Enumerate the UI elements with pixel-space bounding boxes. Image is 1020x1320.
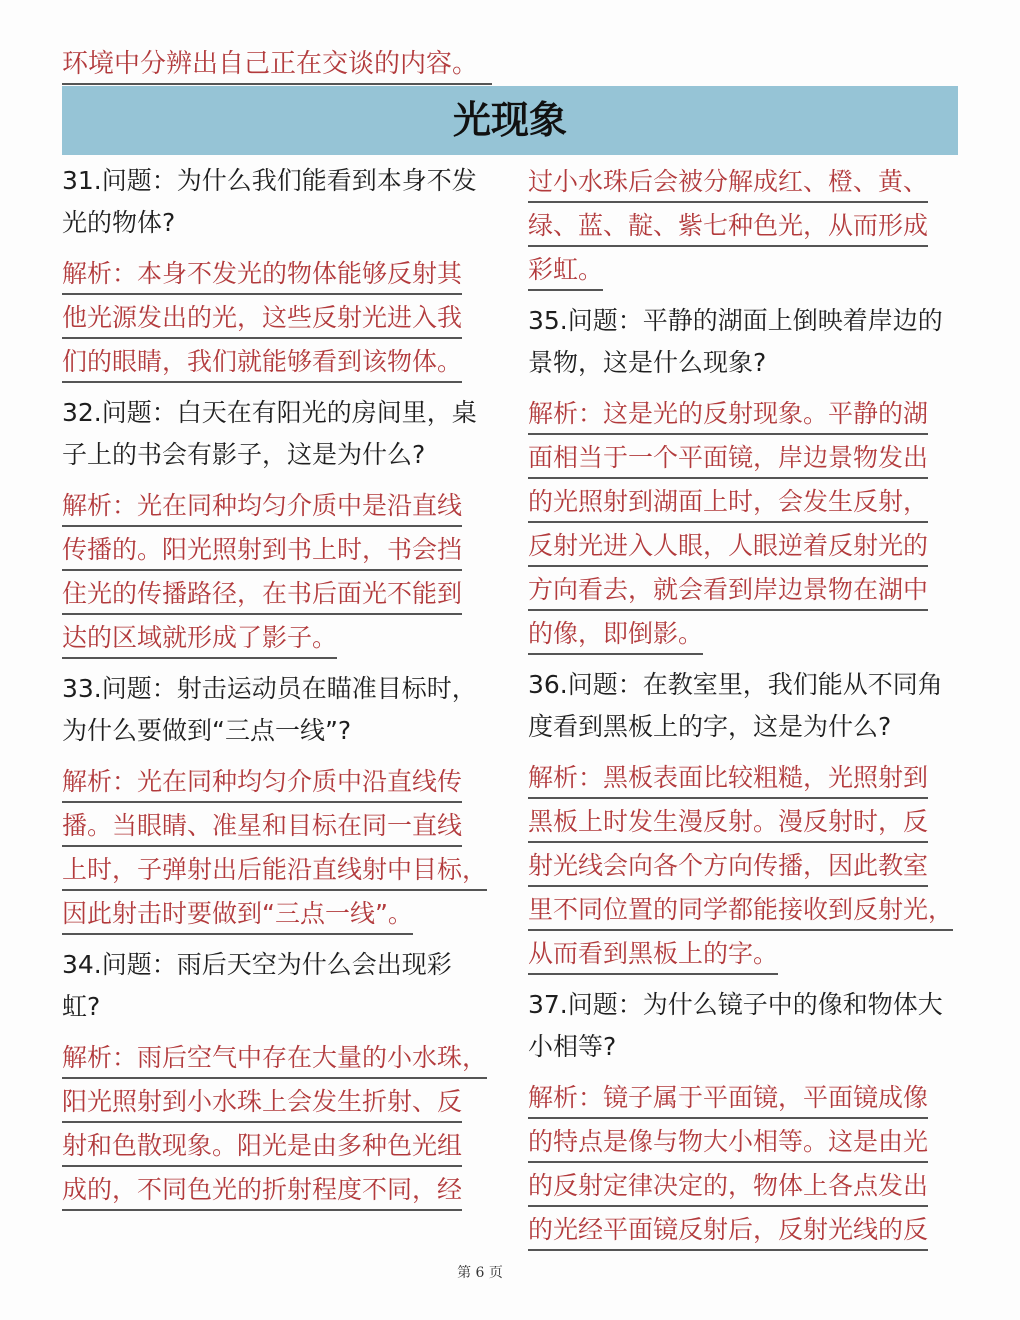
question bbox=[62, 944, 502, 1028]
text-line bbox=[528, 1076, 968, 1120]
line-text: 面相当于一个平面镜，岸边景物发出 bbox=[528, 439, 928, 479]
line-text: 32.问题：白天在有阳光的房间里，桌 bbox=[62, 398, 477, 427]
text-line bbox=[528, 480, 968, 524]
line-text: 绿、蓝、靛、紫七种色光，从而形成 bbox=[528, 207, 928, 247]
answer-analysis bbox=[528, 1076, 968, 1252]
line-text: 他光源发出的光，这些反射光进入我 bbox=[62, 299, 462, 339]
text-line bbox=[62, 296, 502, 340]
line-text: 黑板上时发生漫反射。漫反射时，反 bbox=[528, 803, 928, 843]
line-text: 度看到黑板上的字，这是为什么? bbox=[528, 712, 892, 741]
line-text: 反射光进入人眼，人眼逆着反射光的 bbox=[528, 527, 928, 567]
text-line bbox=[62, 572, 502, 616]
text-line bbox=[528, 1164, 968, 1208]
text-line bbox=[528, 342, 968, 384]
text-line bbox=[62, 986, 502, 1028]
line-text: 31.问题：为什么我们能看到本身不发 bbox=[62, 166, 477, 195]
line-text: 的反射定律决定的，物体上各点发出 bbox=[528, 1167, 928, 1207]
text-line bbox=[62, 434, 502, 476]
text-line bbox=[62, 616, 502, 660]
question bbox=[62, 392, 502, 476]
line-text: 传播的。阳光照射到书上时，书会挡 bbox=[62, 531, 462, 571]
answer-analysis bbox=[528, 392, 968, 656]
text-line bbox=[62, 202, 502, 244]
text-line bbox=[528, 612, 968, 656]
line-text: 上时，子弹射出后能沿直线射中目标， bbox=[62, 851, 487, 891]
text-line bbox=[528, 568, 968, 612]
text-line bbox=[528, 706, 968, 748]
text-line bbox=[62, 668, 502, 710]
question bbox=[62, 160, 502, 244]
line-text: 33.问题：射击运动员在瞄准目标时， bbox=[62, 674, 477, 703]
line-text: 为什么要做到“三点一线”? bbox=[62, 716, 352, 745]
left-column bbox=[62, 160, 502, 1220]
line-text: 解析：本身不发光的物体能够反射其 bbox=[62, 255, 462, 295]
line-text: 里不同位置的同学都能接收到反射光， bbox=[528, 891, 953, 931]
answer-analysis bbox=[62, 760, 502, 936]
line-text: 的光经平面镜反射后，反射光线的反 bbox=[528, 1211, 928, 1251]
line-text: 34.问题：雨后天空为什么会出现彩 bbox=[62, 950, 452, 979]
text-line bbox=[528, 984, 968, 1026]
text-line bbox=[528, 300, 968, 342]
text-line bbox=[528, 1026, 968, 1068]
line-text: 子上的书会有影子，这是为什么? bbox=[62, 440, 426, 469]
text-line bbox=[62, 484, 502, 528]
text-line bbox=[62, 804, 502, 848]
section-title: 光现象 bbox=[62, 86, 958, 155]
line-text: 阳光照射到小水珠上会发生折射、反 bbox=[62, 1083, 462, 1123]
previous-answer-continuation: 环境中分辨出自己正在交谈的内容。 bbox=[62, 44, 492, 85]
line-text: 过小水珠后会被分解成红、橙、黄、 bbox=[528, 163, 928, 203]
text-line bbox=[528, 756, 968, 800]
page-number: 第 6 页 bbox=[457, 1265, 503, 1281]
text-line bbox=[62, 160, 502, 202]
line-text: 解析：光在同种均匀介质中沿直线传 bbox=[62, 763, 462, 803]
line-text: 住光的传播路径，在书后面光不能到 bbox=[62, 575, 462, 615]
text-line bbox=[528, 392, 968, 436]
question bbox=[528, 664, 968, 748]
answer-analysis bbox=[62, 484, 502, 660]
line-text: 解析：黑板表面比较粗糙，光照射到 bbox=[528, 759, 928, 799]
text-line bbox=[62, 1080, 502, 1124]
line-text: 成的，不同色光的折射程度不同，经 bbox=[62, 1171, 462, 1211]
line-text: 解析：镜子属于平面镜，平面镜成像 bbox=[528, 1079, 928, 1119]
question bbox=[528, 984, 968, 1068]
text-line bbox=[528, 800, 968, 844]
line-text: 因此射击时要做到“三点一线”。 bbox=[62, 895, 413, 935]
right-column bbox=[528, 160, 968, 1260]
answer-analysis bbox=[528, 160, 968, 292]
line-text: 从而看到黑板上的字。 bbox=[528, 935, 778, 975]
text-line bbox=[62, 710, 502, 752]
text-line bbox=[62, 848, 502, 892]
line-text: 播。当眼睛、准星和目标在同一直线 bbox=[62, 807, 462, 847]
line-text: 们的眼睛，我们就能够看到该物体。 bbox=[62, 343, 462, 383]
text-line bbox=[62, 528, 502, 572]
line-text: 解析：雨后空气中存在大量的小水珠， bbox=[62, 1039, 487, 1079]
text-line bbox=[62, 392, 502, 434]
text-line bbox=[62, 892, 502, 936]
text-line bbox=[528, 932, 968, 976]
line-text: 射和色散现象。阳光是由多种色光组 bbox=[62, 1127, 462, 1167]
text-line bbox=[528, 844, 968, 888]
text-line bbox=[528, 524, 968, 568]
line-text: 方向看去，就会看到岸边景物在湖中 bbox=[528, 571, 928, 611]
text-line bbox=[62, 944, 502, 986]
line-text: 36.问题：在教室里，我们能从不同角 bbox=[528, 670, 943, 699]
text-line bbox=[528, 248, 968, 292]
text-line bbox=[62, 760, 502, 804]
line-text: 光的物体? bbox=[62, 208, 176, 237]
question bbox=[528, 300, 968, 384]
text-line bbox=[62, 340, 502, 384]
text-line bbox=[528, 204, 968, 248]
text-line bbox=[62, 252, 502, 296]
question bbox=[62, 668, 502, 752]
text-line bbox=[528, 1120, 968, 1164]
line-text: 小相等? bbox=[528, 1032, 617, 1061]
answer-analysis bbox=[62, 1036, 502, 1212]
text-line bbox=[62, 1168, 502, 1212]
line-text: 达的区域就形成了影子。 bbox=[62, 619, 337, 659]
text-line bbox=[528, 436, 968, 480]
line-text: 虹? bbox=[62, 992, 101, 1021]
text-line bbox=[62, 1124, 502, 1168]
line-text: 的光照射到湖面上时，会发生反射， bbox=[528, 483, 928, 523]
line-text: 解析：这是光的反射现象。平静的湖 bbox=[528, 395, 928, 435]
line-text: 35.问题：平静的湖面上倒映着岸边的 bbox=[528, 306, 943, 335]
text-line bbox=[528, 888, 968, 932]
line-text: 解析：光在同种均匀介质中是沿直线 bbox=[62, 487, 462, 527]
answer-analysis bbox=[62, 252, 502, 384]
line-text: 的像，即倒影。 bbox=[528, 615, 703, 655]
text-line bbox=[528, 664, 968, 706]
line-text: 射光线会向各个方向传播，因此教室 bbox=[528, 847, 928, 887]
line-text: 景物，这是什么现象? bbox=[528, 348, 767, 377]
answer-analysis bbox=[528, 756, 968, 976]
line-text: 的特点是像与物大小相等。这是由光 bbox=[528, 1123, 928, 1163]
text-line bbox=[528, 160, 968, 204]
text-line bbox=[62, 1036, 502, 1080]
line-text: 37.问题：为什么镜子中的像和物体大 bbox=[528, 990, 943, 1019]
text-line bbox=[528, 1208, 968, 1252]
line-text: 彩虹。 bbox=[528, 251, 603, 291]
